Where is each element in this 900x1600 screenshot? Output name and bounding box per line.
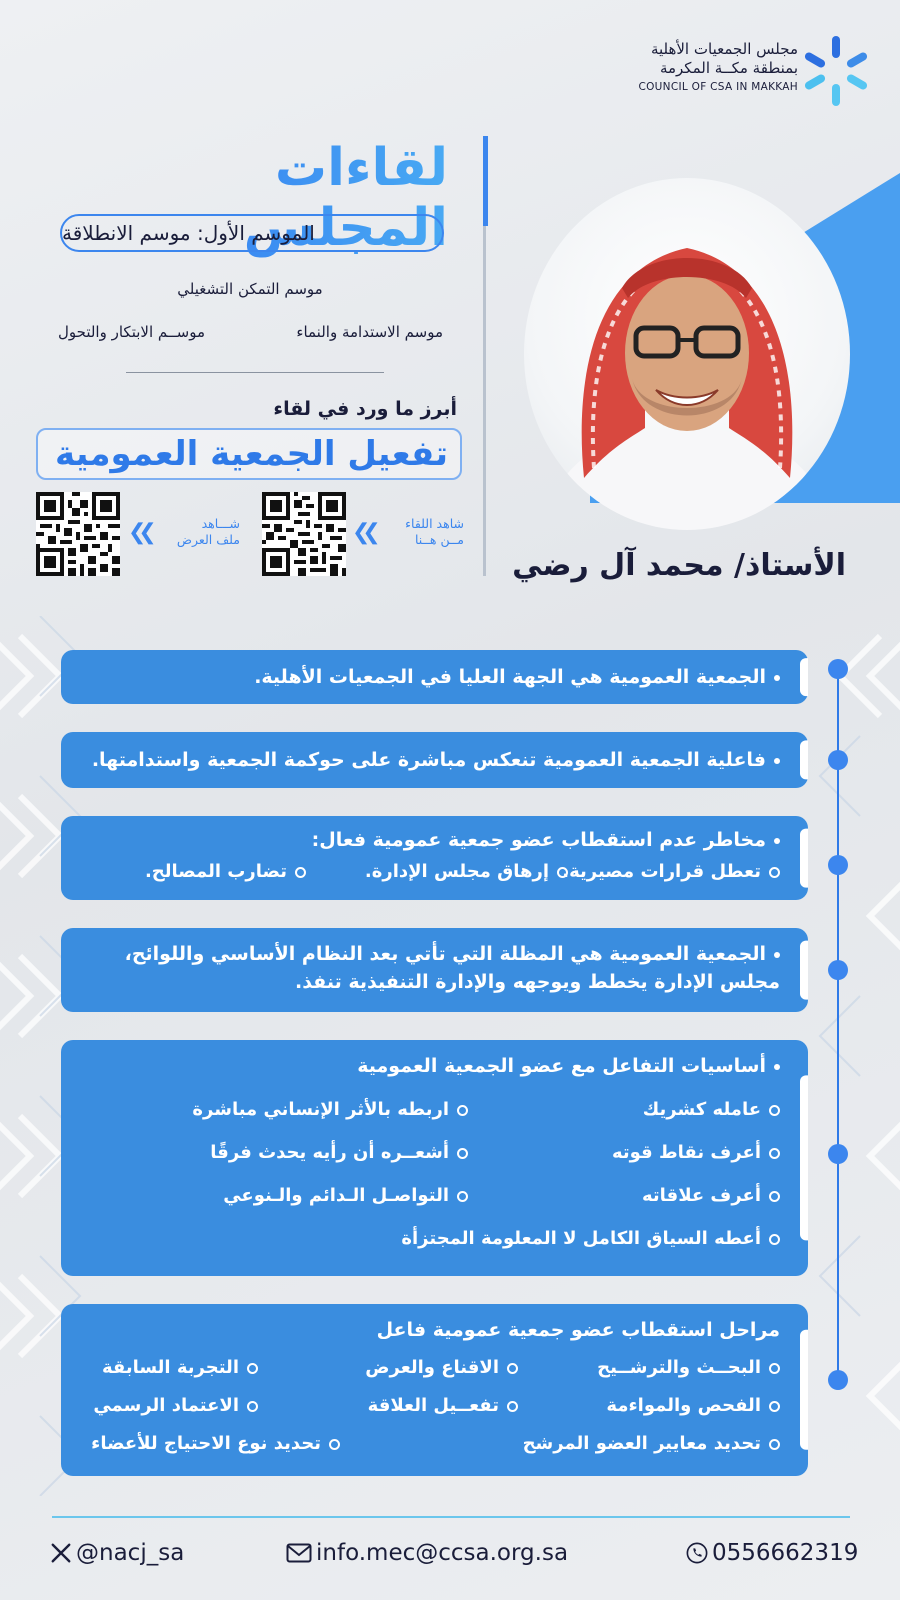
timeline-dot: [828, 1370, 848, 1390]
circle-bullet-icon: [295, 867, 306, 878]
x-handle-link[interactable]: [50, 1540, 184, 1566]
list-item: [93, 1392, 258, 1420]
season-operational: موسم التمكن التشغيلي: [177, 280, 323, 298]
list-item: [562, 858, 780, 886]
list-item: [468, 1096, 780, 1124]
envelope-icon: [286, 1543, 312, 1563]
x-handle: @nacj_sa: [76, 1540, 185, 1566]
list-item-text: إرهاق مجلس الإدارة.: [364, 861, 549, 882]
speaker-name: الأستاذ/ محمد آل رضي: [512, 548, 846, 583]
risks-list: [61, 858, 808, 886]
meeting-highlight-label: أبرز ما ورد في لقاء: [273, 398, 457, 420]
list-item: [468, 1182, 780, 1210]
list-item: [401, 1225, 780, 1253]
circle-bullet-icon: [457, 1148, 468, 1159]
circle-bullet-icon: [769, 867, 780, 878]
qr-code-icon: [36, 492, 120, 576]
list-item-text: تحديد معايير العضو المرشح: [522, 1433, 761, 1454]
phone-number: 0556662319: [712, 1540, 859, 1566]
timeline-dot: [828, 855, 848, 875]
timeline-dot: [828, 659, 848, 679]
footer-divider: [52, 1516, 850, 1518]
list-item-text: أعطه السياق الكامل لا المعلومة المجتزأة: [401, 1228, 761, 1249]
insight-card-text: [61, 968, 808, 996]
watch-meeting-caption-line1: شاهد اللقاء: [405, 516, 464, 531]
list-item: [518, 1354, 780, 1382]
risks-card: [61, 816, 808, 900]
current-season-pill: [60, 214, 444, 252]
circle-bullet-icon: [247, 1401, 258, 1412]
list-item-text: تعطل قرارات مصيرية.: [562, 861, 761, 882]
email-address: info.mec@ccsa.org.sa: [316, 1540, 569, 1566]
list-item: [210, 1139, 468, 1167]
list-item-text: تحديد نوع الاحتياج للأعضاء: [91, 1433, 321, 1454]
insight-card-text: [61, 663, 808, 691]
circle-bullet-icon: [507, 1363, 518, 1374]
list-item: [91, 1430, 340, 1458]
logo-english: COUNCIL OF CSA IN MAKKAH: [638, 81, 798, 93]
list-row: [61, 1225, 808, 1253]
insight-text-line1: الجمعية العمومية هي المظلة التي تأتي بعد النظام الأساسي واللوائح،: [124, 943, 766, 965]
timeline-dot: [828, 960, 848, 980]
list-item: [145, 858, 306, 886]
list-item-text: أشعــره أن رأيه يحدث فرقًا: [210, 1142, 449, 1163]
phone-icon: [686, 1542, 708, 1564]
list-item: [258, 1392, 518, 1420]
circle-bullet-icon: [769, 1401, 780, 1412]
interaction-basics-title: أساسيات التفاعل مع عضو الجمعية العمومية: [357, 1055, 766, 1077]
logo-arabic-line2: بمنطقة مكــة المكرمة: [659, 59, 798, 77]
presentation-file-caption: [168, 516, 240, 548]
list-row: [61, 1182, 808, 1210]
vertical-divider-accent: [483, 136, 488, 226]
insight-card: [61, 650, 808, 704]
list-item-text: أعرف نقاط قوته: [611, 1142, 761, 1163]
council-logo-icon: [802, 36, 870, 106]
risks-heading: مخاطر عدم استقطاب عضو جمعية عمومية فعال:: [311, 829, 766, 851]
insight-text: فاعلية الجمعية العمومية تنعكس مباشرة على حوكمة الجمعية واستدامتها.: [91, 749, 766, 771]
insight-card-text: [61, 940, 808, 968]
circle-bullet-icon: [329, 1439, 340, 1450]
timeline-dot: [828, 750, 848, 770]
recruitment-stages-heading: [61, 1316, 808, 1344]
bullet-icon: [774, 952, 780, 958]
list-item: [258, 1354, 518, 1382]
watch-meeting-qr-code[interactable]: [262, 492, 346, 576]
list-item: [102, 1354, 258, 1382]
list-item: [518, 1392, 780, 1420]
logo-arabic-line1: مجلس الجمعيات الأهلية: [650, 40, 798, 58]
phone-link[interactable]: [686, 1540, 858, 1566]
bullet-icon: [774, 758, 780, 764]
list-item: [223, 1182, 468, 1210]
list-item-text: تفعــيل العلاقة: [367, 1395, 499, 1416]
bullet-icon: [774, 675, 780, 681]
council-logo: [620, 36, 870, 106]
timeline-line: [837, 666, 839, 1386]
timeline-dot: [828, 1144, 848, 1164]
list-item-text: الاعتماد الرسمي: [93, 1395, 239, 1416]
qr-code-icon: [262, 492, 346, 576]
chevrons-left-icon: ❮❮: [128, 520, 149, 545]
email-link[interactable]: [286, 1540, 568, 1566]
list-row: [61, 1096, 808, 1124]
interaction-basics-card: [61, 1040, 808, 1276]
meeting-title-box: [36, 428, 462, 480]
watch-meeting-caption: [392, 516, 464, 548]
list-item-text: البحــث والترشــيح: [597, 1357, 761, 1378]
x-logo-icon: [50, 1542, 72, 1564]
list-item-text: الفحص والمواءمة: [606, 1395, 761, 1416]
presentation-file-caption-line1: شـــاهد: [201, 516, 240, 531]
list-item-text: أعرف علاقاته: [641, 1185, 761, 1206]
speaker-portrait: [524, 178, 850, 530]
circle-bullet-icon: [457, 1105, 468, 1116]
page-title: لقاءات المجلس: [56, 138, 448, 258]
interaction-basics-heading: [61, 1052, 808, 1080]
presentation-file-qr-code[interactable]: [36, 492, 120, 576]
list-item-text: تضارب المصالح.: [144, 861, 287, 882]
list-row: [61, 1139, 808, 1167]
circle-bullet-icon: [769, 1234, 780, 1245]
insight-card-text: [61, 746, 808, 774]
circle-bullet-icon: [507, 1401, 518, 1412]
recruitment-stages-title: مراحل استقطاب عضو جمعية عمومية فاعل: [376, 1319, 780, 1341]
list-item: [306, 858, 568, 886]
insight-text-line2: مجلس الإدارة يخطط ويوجهه والإدارة التنفيذية تنفذ.: [294, 971, 780, 993]
watch-meeting-caption-line2: مــن هــنا: [414, 532, 464, 547]
list-item: [340, 1430, 780, 1458]
list-row: [61, 1354, 808, 1382]
list-item: [468, 1139, 780, 1167]
insight-text: الجمعية العمومية هي الجهة العليا في الجمعيات الأهلية.: [254, 666, 766, 688]
circle-bullet-icon: [247, 1363, 258, 1374]
list-item-text: عامله كشريك: [642, 1099, 761, 1120]
current-season-label: الموسم الأول: موسم الانطلاقة: [62, 221, 315, 245]
recruitment-stages-card: [61, 1304, 808, 1476]
circle-bullet-icon: [769, 1105, 780, 1116]
horizontal-divider: [126, 372, 384, 373]
circle-bullet-icon: [769, 1191, 780, 1202]
list-item: [192, 1096, 468, 1124]
season-sustainability: موسم الاستدامة والنماء: [296, 323, 443, 341]
risks-card-heading: [61, 826, 808, 854]
season-innovation: موســم الابتكار والتحول: [58, 323, 206, 341]
speaker-portrait-illustration: [524, 178, 850, 530]
circle-bullet-icon: [557, 867, 568, 878]
bullet-icon: [774, 1064, 780, 1070]
list-item-text: اربطه بالأثر الإنساني مباشرة: [192, 1099, 449, 1120]
list-row: [61, 1392, 808, 1420]
list-row: [61, 1430, 808, 1458]
list-item-text: التجربة السابقة: [101, 1357, 239, 1378]
circle-bullet-icon: [457, 1191, 468, 1202]
circle-bullet-icon: [769, 1363, 780, 1374]
list-item-text: الاقناع والعرض: [365, 1357, 499, 1378]
chevrons-left-icon: ❮❮: [352, 520, 373, 545]
presentation-file-caption-line2: ملف العرض: [176, 532, 240, 547]
meeting-title: تفعيل الجمعية العمومية: [54, 434, 448, 474]
circle-bullet-icon: [769, 1439, 780, 1450]
list-item-text: التواصـل الـدائم والـنوعي: [223, 1185, 449, 1206]
bullet-icon: [774, 838, 780, 844]
circle-bullet-icon: [769, 1148, 780, 1159]
insight-card: [61, 928, 808, 1012]
insight-card: [61, 732, 808, 788]
